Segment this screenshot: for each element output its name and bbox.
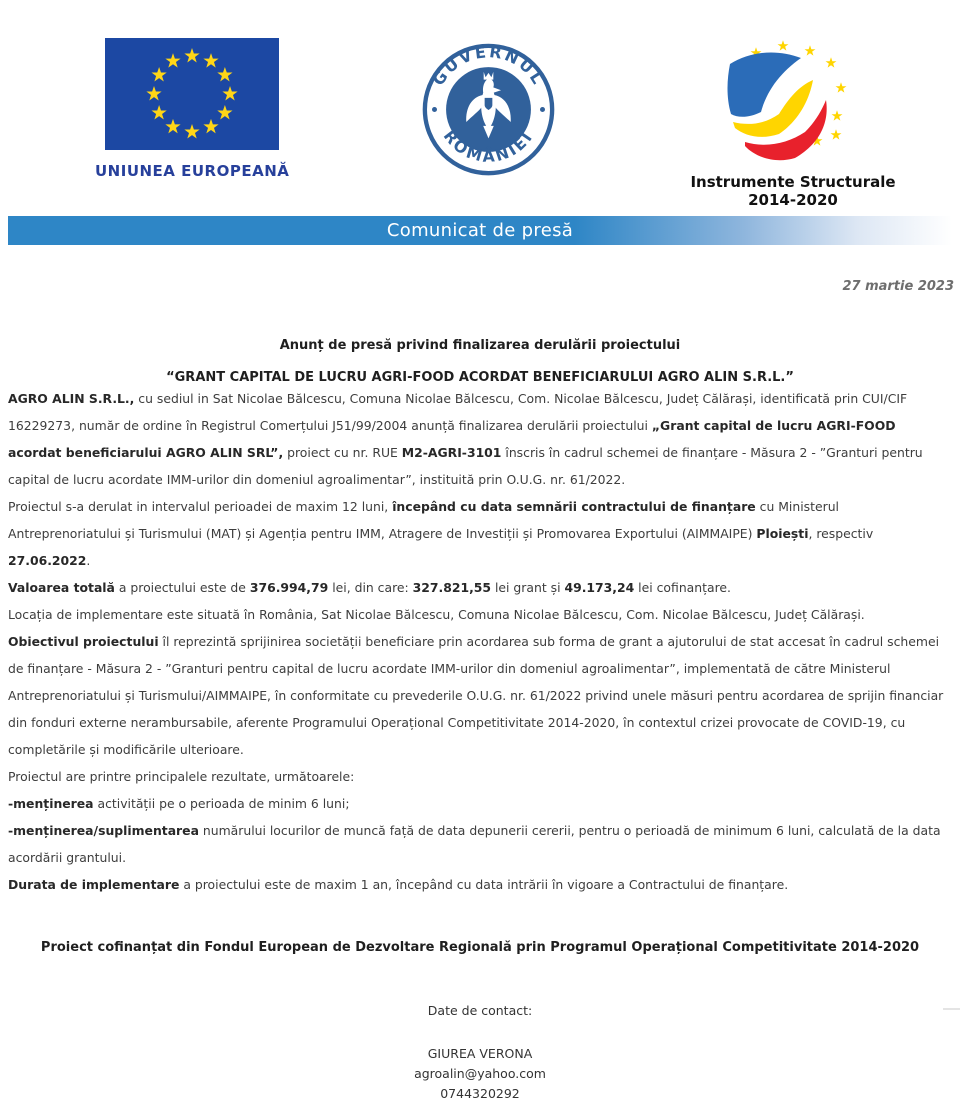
paragraph-project-duration: Proiectul s-a derulat in intervalul perioadei de maxim 12 luni, începând cu data semnării contractului de finanțare cu Ministerul Antreprenoriatului și Turismului (MAT) și Agenția pentru IMM, Atragere de Investiții și Promovarea Exportului (AIMMAIPE) Ploiești, respectiv 27.06.2022. <box>8 499 874 568</box>
gov-seal-arc-bottom: ROMÂNIEI <box>439 126 538 166</box>
page-edge-artifact <box>943 1008 960 1010</box>
gov-romania-seal-icon <box>421 42 556 177</box>
gov-seal-arc-top: GUVERNUL <box>428 42 549 90</box>
project-title: “GRANT CAPITAL DE LUCRU AGRI-FOOD ACORDAT BENEFICIARULUI AGRO ALIN S.R.L.” <box>166 370 794 385</box>
paragraph-location: Locația de implementare este situată în România, Sat Nicolae Bălcescu, Comuna Nicolae Bălcescu, Com. Nicolae Bălcescu, Județ Călărași. <box>8 607 865 622</box>
paragraph-result-item-2: -menținerea/suplimentarea numărului locurilor de muncă față de data depunerii cererii, pentru o perioadă de minimum 6 luni, calculată de la data acordării grantului. <box>8 823 941 865</box>
paragraph-result-item-1: -menținerea activității pe o perioada de minim 6 luni; <box>8 796 350 811</box>
page-title: Anunț de presă privind finalizarea derulării proiectului <box>279 338 681 353</box>
contact-section-label: Date de contact: <box>427 1003 533 1018</box>
structural-instruments-logo-block <box>688 38 898 209</box>
paragraph-results-intro: Proiectul are printre principalele rezultate, următoarele: <box>8 769 355 784</box>
contact-phone: 0744320292 <box>440 1086 520 1101</box>
structural-instruments-years: 2014-2020 <box>748 191 838 209</box>
eu-flag-icon <box>105 38 279 150</box>
contact-name: GIUREA VERONA <box>427 1046 533 1061</box>
eu-logo-block <box>95 38 289 180</box>
paragraph-total-value: Valoarea totală a proiectului este de 376.994,79 lei, din care: 327.821,55 lei grant și 49.173,24 lei cofinanțare. <box>8 580 731 595</box>
paragraph-company-intro: AGRO ALIN S.R.L., cu sediul in Sat Nicolae Bălcescu, Comuna Nicolae Bălcescu, Com. Nicolae Bălcescu, Județ Călărași, identificată prin CUI/CIF 16229273, număr de ordine în Registrul Comerțului J51/99/2004 anunță finalizarea derulării proiectului „Grant capital de lucru AGRI-FOOD acordat beneficiarului AGRO ALIN SRL”, proiect cu nr. RUE M2-AGRI-3101 înscris în cadrul schemei de finanțare - Măsura 2 - ”Granturi pentru capital de lucru acordate IMM-urilor din domeniul agroalimentar”, instituită prin O.U.G. nr. 61/2022. <box>8 391 923 487</box>
paragraph-objective: Obiectivul proiectului îl reprezintă sprijinirea societății beneficiare prin acordarea sub forma de grant a ajutorului de stat accesat în cadrul schemei de finanțare - Măsura 2 - ”Granturi pentru capital de lucru acordate IMM-urilor din domeniul agroalimentar”, implementată de către Ministerul Antreprenoriatului și Turismului/AIMMAIPE, în conformitate cu prevederile O.U.G. nr. 61/2022 privind unele măsuri pentru acordarea de sprijin financiar din fonduri externe nerambursabile, aferente Programului Operațional Competitivitate 2014-2020, în contextul crizei provocate de COVID-19, cu completările și modificările ulterioare. <box>8 634 944 757</box>
eu-logo-label: UNIUNEA EUROPEANĂ <box>95 162 290 180</box>
structural-instruments-label: Instrumente Structurale <box>690 173 896 191</box>
title-block <box>0 338 960 385</box>
paragraph-implementation-duration: Durata de implementare a proiectului este de maxim 1 an, începând cu data intrării în vigoare a Contractului de finanțare. <box>8 877 789 892</box>
structural-instruments-swoosh-icon <box>693 38 893 171</box>
cofinance-statement: Proiect cofinanțat din Fondul European de Dezvoltare Regională prin Programul Operațional Competitivitate 2014-2020 <box>40 940 920 955</box>
press-release-body <box>0 385 960 898</box>
contact-email: agroalin@yahoo.com <box>414 1066 546 1081</box>
gov-logo-block <box>421 42 556 177</box>
banner-title: Comunicat de presă <box>386 220 574 241</box>
date-line: 27 martie 2023 <box>842 279 954 294</box>
logo-header <box>0 0 960 209</box>
press-release-banner <box>8 216 952 245</box>
